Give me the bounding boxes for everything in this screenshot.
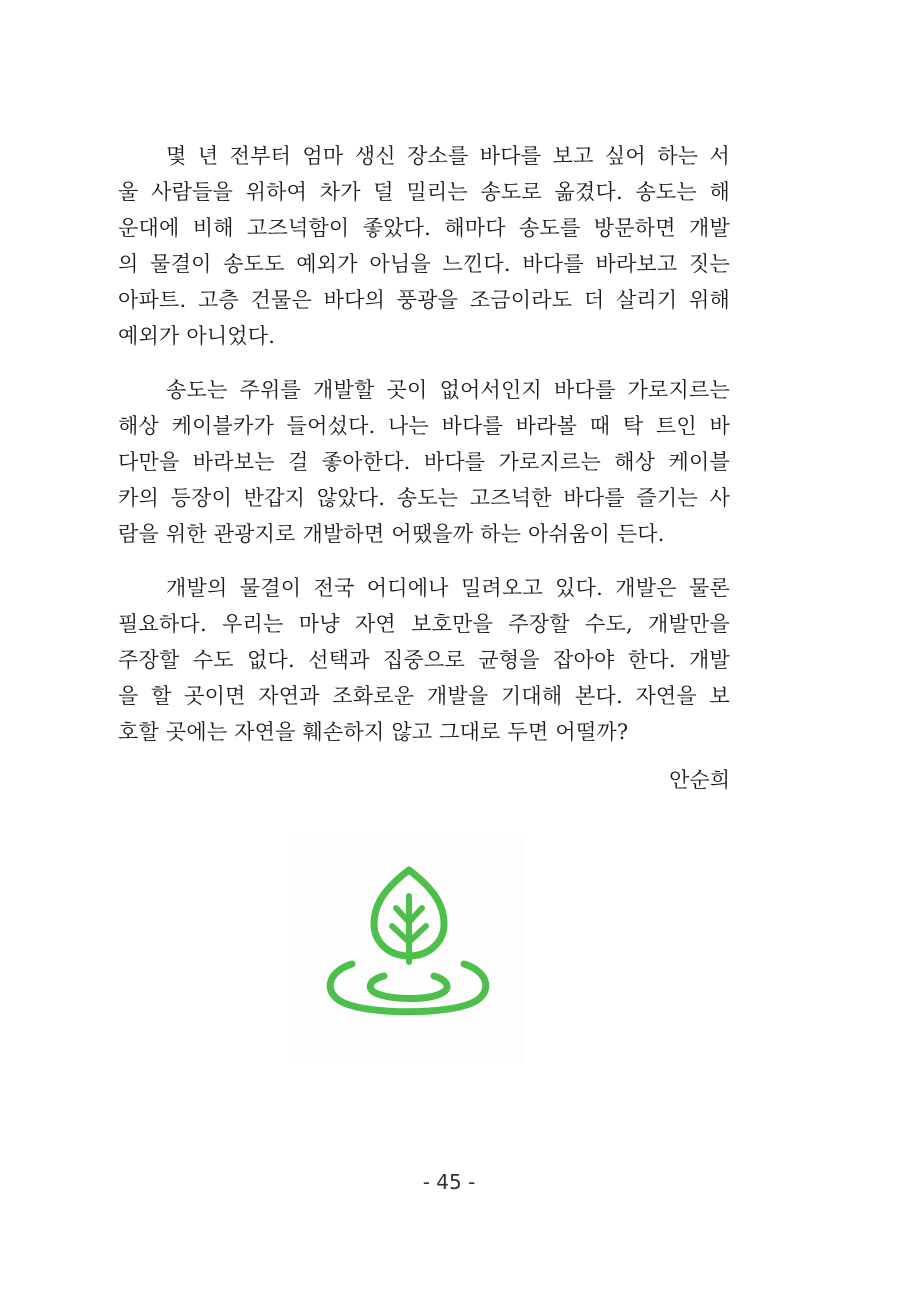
text-line: 아파트. 고층 건물은 바다의 풍광을 조금이라도 더 살리기 위해: [118, 288, 730, 312]
text-line: 해상 케이블카가 들어섰다. 나는 바다를 바라볼 때 탁 트인 바: [118, 414, 730, 438]
text-line: 을 할 곳이면 자연과 조화로운 개발을 기대해 본다. 자연을 보: [118, 684, 730, 708]
outer-ripple: [330, 964, 486, 1012]
text-line: 예외가 아니었다.: [118, 324, 276, 348]
text-line: 몇 년 전부터 엄마 생신 장소를 바다를 보고 싶어 하는 서: [166, 144, 730, 168]
text-line: 람을 위한 관광지로 개발하면 어땠을까 하는 아쉬움이 든다.: [118, 522, 665, 546]
inner-ripple: [370, 976, 447, 999]
text-line: 울 사람들을 위하여 차가 덜 밀리는 송도로 옮겼다. 송도는 해: [118, 180, 730, 204]
text-line: 송도는 주위를 개발할 곳이 없어서인지 바다를 가로지르는: [166, 378, 730, 402]
author-name: 안순희: [669, 768, 730, 792]
paragraph-2: [118, 372, 730, 552]
text-line: 카의 등장이 반갑지 않았다. 송도는 고즈넉한 바다를 즐기는 사: [118, 486, 730, 510]
text-line: 개발의 물결이 전국 어디에나 밀려오고 있다. 개발은 물론: [166, 576, 730, 600]
logo: [288, 838, 524, 1064]
essay-body: [118, 138, 730, 768]
paragraph-3: [118, 570, 730, 750]
text-line: 의 물결이 송도도 예외가 아님을 느낀다. 바다를 바라보고 짓는: [118, 252, 730, 276]
text-line: 운대에 비해 고즈넉함이 좋았다. 해마다 송도를 방문하면 개발: [118, 216, 730, 240]
text-line: 주장할 수도 없다. 선택과 집중으로 균형을 잡아야 한다. 개발: [118, 648, 730, 672]
paragraph-1: [118, 138, 730, 354]
leaf-drop-icon: [288, 838, 524, 1064]
text-line: 필요하다. 우리는 마냥 자연 보호만을 주장할 수도, 개발만을: [118, 612, 730, 636]
text-line: 호할 곳에는 자연을 훼손하지 않고 그대로 두면 어떨까?: [118, 720, 629, 744]
page-number: - 45 -: [422, 1170, 476, 1194]
text-line: 다만을 바라보는 걸 좋아한다. 바다를 가로지르는 해상 케이블: [118, 450, 730, 474]
